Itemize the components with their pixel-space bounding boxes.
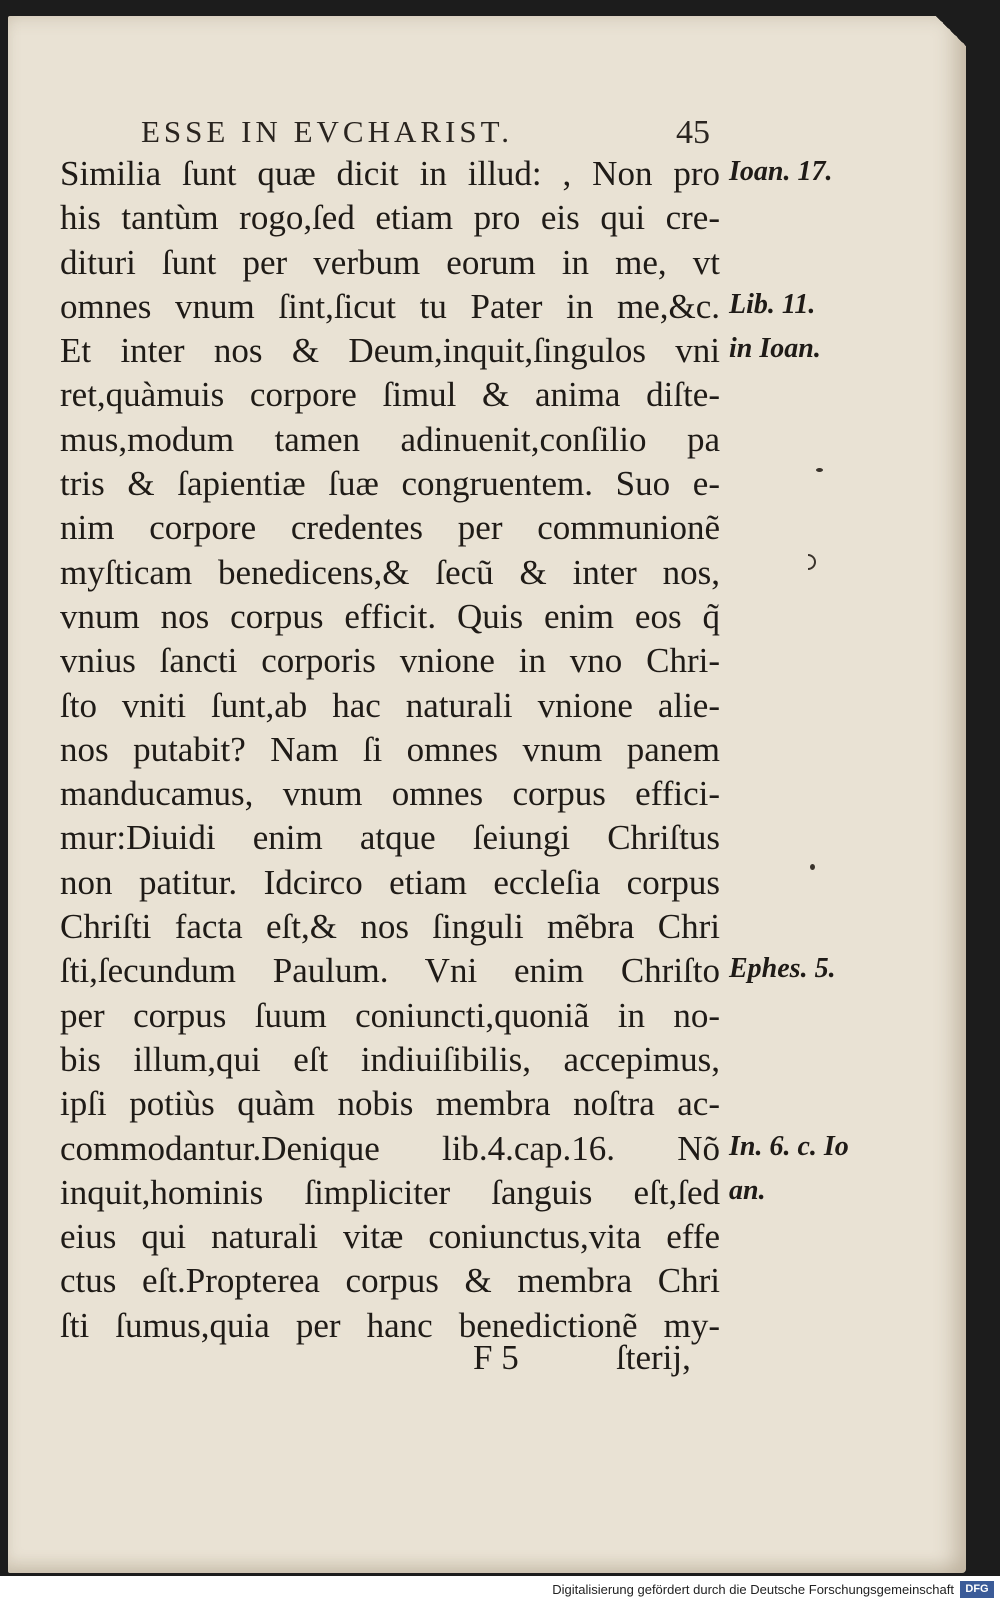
text-line: ſto vniti ſunt,ab hac naturali vnione alie-	[60, 685, 720, 725]
text-line: mur:Diuidi enim atque ſeiungi Chriſtus	[60, 818, 720, 858]
marginal-note: Ephes. 5.	[729, 953, 836, 985]
marginal-note: an.	[729, 1174, 766, 1206]
page-corner	[936, 16, 966, 46]
page-number: 45	[676, 114, 710, 151]
text-line: ſti,ſecundum Paulum. Vni enim Chriſto	[60, 951, 720, 991]
text-line: dituri ſunt per verbum eorum in me, vt	[60, 242, 720, 282]
marginal-note: Ioan. 17.	[729, 156, 833, 187]
catchword: ſterij,	[616, 1338, 691, 1377]
dfg-logo: DFG	[960, 1581, 994, 1598]
text-line: manducamus, vnum omnes corpus effici-	[60, 774, 720, 814]
footer-bar	[0, 1576, 1000, 1604]
ink-speck	[810, 864, 815, 870]
book-page	[8, 16, 966, 1573]
text-line: bis illum,qui eſt indiuiſibilis, accepimus,	[60, 1039, 720, 1079]
text-line: ſti ſumus,quia per hanc benedictionẽ my-	[60, 1305, 720, 1345]
text-line: myſticam benedicens,& ſecũ & inter nos,	[60, 552, 720, 592]
text-line: tris & ſapientiæ ſuæ congruentem. Suo e-	[60, 464, 720, 504]
text-line: vnius ſancti corporis vnione in vno Chri-	[60, 641, 720, 681]
text-line: ret,quàmuis corpore ſimul & anima diſte-	[60, 375, 720, 415]
text-line: eius qui naturali vitæ coniunctus,vita effe	[60, 1217, 720, 1257]
text-line: vnum nos corpus efficit. Quis enim eos q̃	[60, 596, 720, 636]
text-line: Et inter nos & Deum,inquit,ſingulos vni	[60, 331, 720, 371]
text-line: ctus eſt.Propterea corpus & membra Chri	[60, 1261, 720, 1301]
ink-speck	[816, 468, 823, 472]
footer-credit: Digitalisierung gefördert durch die Deutsche Forschungsgemeinschaft	[552, 1582, 954, 1597]
marginal-note: in Ioan.	[729, 333, 821, 365]
running-head: ESSE IN EVCHARIST.	[141, 114, 513, 149]
text-line: ipſi potiùs quàm nobis membra noſtra ac-	[60, 1084, 720, 1124]
signature-mark: F 5	[473, 1338, 519, 1377]
text-line: nim corpore credentes per communionẽ	[60, 508, 720, 548]
text-block	[60, 152, 720, 1348]
text-line: Similia ſunt quæ dicit in illud: , Non pro	[60, 154, 720, 193]
text-line: his tantùm rogo,ſed etiam pro eis qui cre-	[60, 198, 720, 238]
text-line: inquit,hominis ſimpliciter ſanguis eſt,ſed	[60, 1172, 720, 1212]
text-line: per corpus ſuum coniuncti,quoniã in no-	[60, 995, 720, 1035]
ink-speck	[808, 554, 816, 570]
text-line: omnes vnum ſint,ſicut tu Pater in me,&c.	[60, 286, 720, 326]
marginal-note: In. 6. c. Io	[729, 1130, 849, 1162]
text-line: nos putabit? Nam ſi omnes vnum panem	[60, 729, 720, 769]
text-line: non patitur. Idcirco etiam eccleſia corpus	[60, 862, 720, 902]
text-line: mus,modum tamen adinuenit,conſilio pa	[60, 419, 720, 459]
marginal-note: Lib. 11.	[729, 288, 816, 320]
text-line: Chriſti facta eſt,& nos ſinguli mẽbra Chri	[60, 907, 720, 947]
text-line: commodantur.Denique lib.4.cap.16. Nõ	[60, 1128, 720, 1168]
